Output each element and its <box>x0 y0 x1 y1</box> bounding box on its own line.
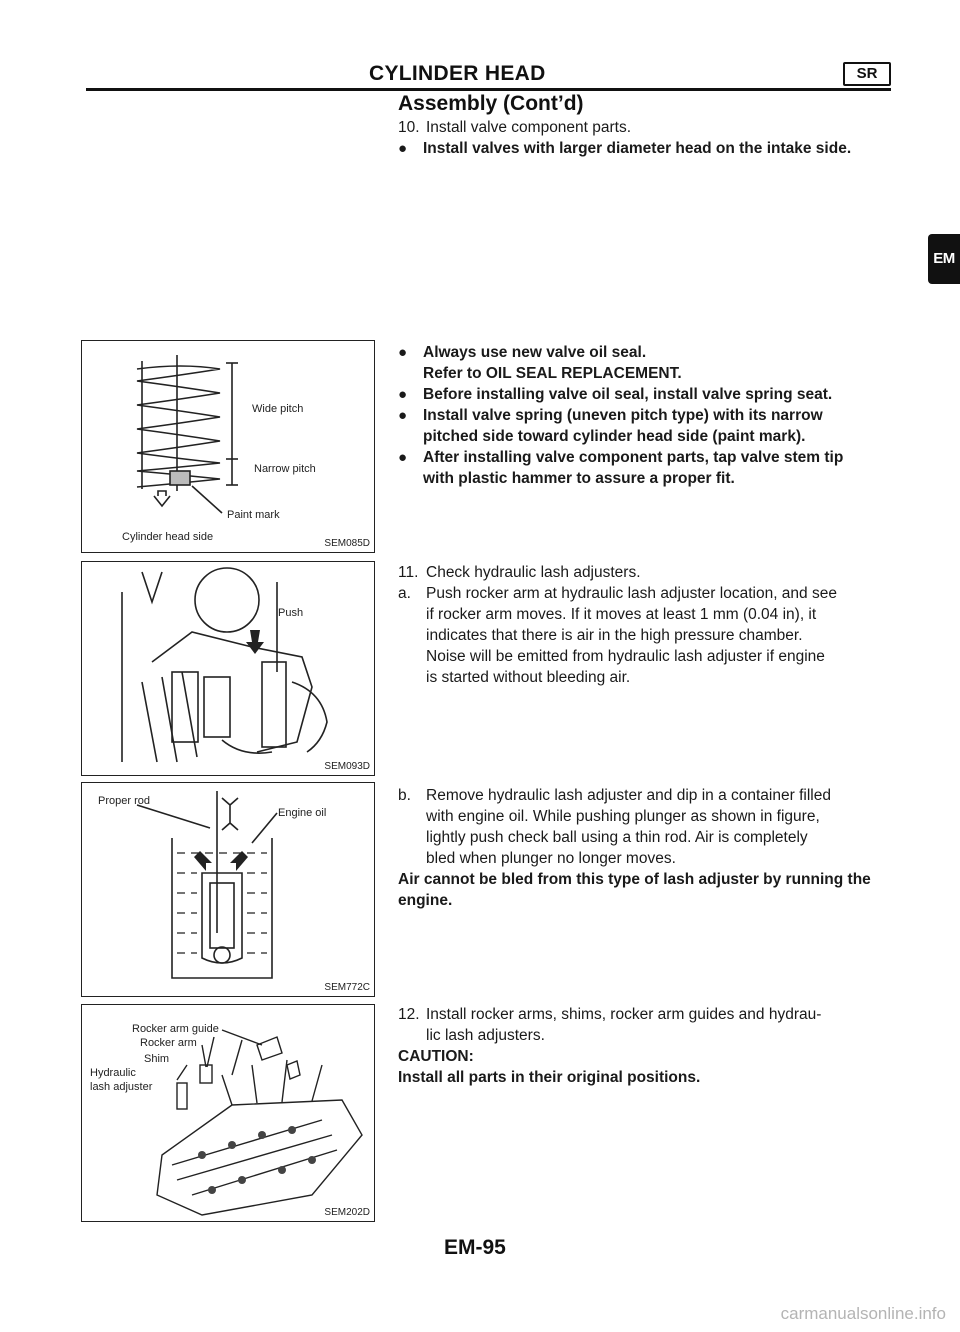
oil-container-illustration <box>82 783 376 998</box>
lash-adjuster-label: lash adjuster <box>90 1081 153 1093</box>
bullet-icon: ● <box>398 140 408 157</box>
hydraulic-label: Hydraulic <box>90 1067 136 1079</box>
step-11b <box>398 785 892 911</box>
valve-spring-illustration <box>82 341 376 554</box>
step-12 <box>398 1004 892 1088</box>
step-10 <box>398 117 892 159</box>
caution-text: Install all parts in their original positions. <box>398 1069 701 1086</box>
substep-label: b. <box>398 787 411 804</box>
bullet-text: Always use new valve oil seal. Refer to OIL SEAL REPLACEMENT. <box>423 344 682 382</box>
step-text: Check hydraulic lash adjusters. <box>426 564 641 581</box>
warning-text: Air cannot be bled from this type of lash adjuster by running the engine. <box>398 871 871 909</box>
step-number: 12. <box>398 1006 420 1023</box>
rocker-arm-illustration <box>82 562 376 777</box>
cylinder-head-illustration <box>82 1005 376 1223</box>
proper-rod-label: Proper rod <box>98 795 150 807</box>
figure-bleed-lash-adjuster <box>81 782 375 997</box>
bullet-text: Install valve spring (uneven pitch type) with its narrow pitched side toward cylinder head side (paint mark). <box>423 407 823 445</box>
page-number: EM-95 <box>444 1236 506 1259</box>
figure-code: SEM093D <box>324 761 370 772</box>
bullet-text: Before installing valve oil seal, install valve spring seat. <box>423 386 833 403</box>
bullet-text: After installing valve component parts, tap valve stem tip with plastic hammer to assure a proper fit. <box>423 449 844 487</box>
valve-seal-notes <box>398 342 892 489</box>
rocker-arm-label: Rocker arm <box>140 1037 197 1049</box>
substep-text: Remove hydraulic lash adjuster and dip in a container filled with engine oil. While pushing plunger as shown in figure, lightly push check ball using a thin rod. Air is completely bled when plunger no longer moves. <box>426 787 831 867</box>
wide-pitch-label: Wide pitch <box>252 403 304 415</box>
narrow-pitch-label: Narrow pitch <box>254 463 316 475</box>
step-number: 11. <box>398 564 419 581</box>
push-label: Push <box>278 607 304 619</box>
engine-code-badge: SR <box>843 62 891 86</box>
watermark: carmanualsonline.info <box>780 1304 946 1323</box>
figure-code: SEM085D <box>324 538 370 549</box>
substep-text: Push rocker arm at hydraulic lash adjuster location, and see if rocker arm moves. If it moves at least 1 mm (0.04 in), it indicates that there is air in the high pressure chamber. Noise will be emitted from hydraulic lash adjuster if engine is started without bleeding air. <box>426 585 837 686</box>
figure-push-rocker-arm <box>81 561 375 776</box>
cylinder-head-side-label: Cylinder head side <box>122 531 214 543</box>
section-title: Assembly (Cont’d) <box>398 92 584 115</box>
engine-oil-label: Engine oil <box>278 807 327 819</box>
caution-label: CAUTION: <box>398 1048 474 1065</box>
rocker-arm-guide-label: Rocker arm guide <box>132 1023 219 1035</box>
step-text: Install rocker arms, shims, rocker arm guides and hydrau- lic lash adjusters. <box>426 1006 822 1044</box>
shim-label: Shim <box>144 1053 170 1065</box>
bullet-icon: ● <box>398 386 408 403</box>
bullet-icon: ● <box>398 407 408 424</box>
figure-rocker-arm-install <box>81 1004 375 1222</box>
header-rule <box>86 88 891 91</box>
step-number: 10. <box>398 119 420 136</box>
figure-code: SEM772C <box>324 982 370 993</box>
bullet-icon: ● <box>398 449 408 466</box>
figure-code: SEM202D <box>324 1207 370 1218</box>
substep-label: a. <box>398 585 411 602</box>
step-11 <box>398 562 892 688</box>
page-title: CYLINDER HEAD <box>369 62 546 85</box>
paint-mark-label: Paint mark <box>227 509 280 521</box>
section-tab[interactable]: EM <box>928 234 960 284</box>
bullet-icon: ● <box>398 344 408 361</box>
figure-valve-spring <box>81 340 375 553</box>
bullet-text: Install valves with larger diameter head on the intake side. <box>423 140 852 157</box>
step-text: Install valve component parts. <box>426 119 632 136</box>
